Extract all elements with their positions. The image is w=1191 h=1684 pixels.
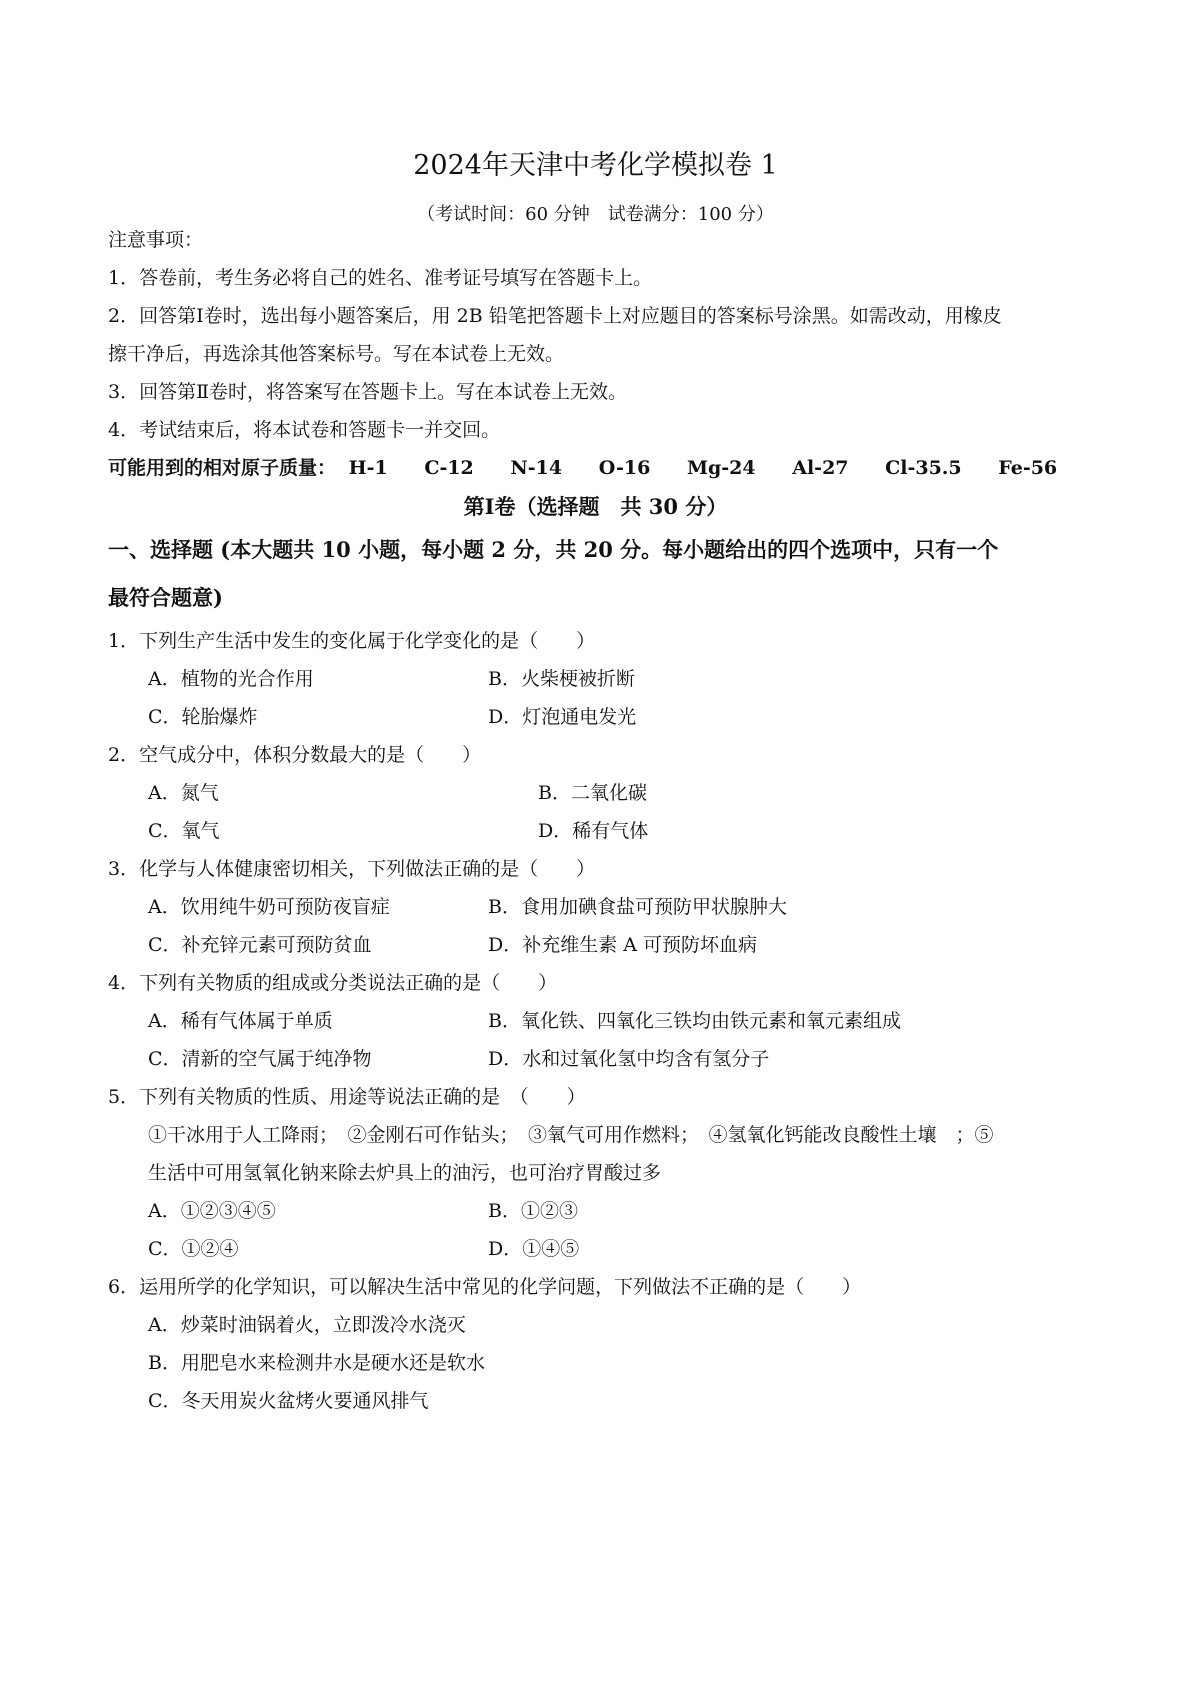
atomic-mass-cl: Cl-35.5 bbox=[885, 457, 962, 479]
question-1-option-a: A．植物的光合作用 bbox=[148, 668, 314, 690]
page-title: 2024年天津中考化学模拟卷 1 bbox=[413, 150, 778, 181]
part-1-title-line-1: 一、选择题 (本大题共 10 小题，每小题 2 分，共 20 分。每小题给出的四个选项中，只有一个 bbox=[108, 537, 999, 562]
question-5-info-line-2: 生活中可用氢氧化钠来除去炉具上的油污，也可治疗胃酸过多 bbox=[148, 1162, 662, 1184]
atomic-mass-fe: Fe-56 bbox=[998, 457, 1058, 479]
question-4-option-d: D．水和过氧化氢中均含有氢分子 bbox=[488, 1048, 770, 1070]
section-title: 第Ⅰ卷（选择题 共 30 分） bbox=[463, 494, 728, 519]
question-3-option-d: D．补充维生素 A 可预防坏血病 bbox=[488, 934, 758, 956]
question-3-option-c: C．补充锌元素可预防贫血 bbox=[148, 934, 372, 956]
question-1-option-d: D．灯泡通电发光 bbox=[488, 706, 637, 728]
question-5-option-b: B．①②③ bbox=[488, 1200, 578, 1222]
question-4-stem: 4．下列有关物质的组成或分类说法正确的是（ ） bbox=[108, 972, 558, 994]
atomic-mass-line bbox=[108, 454, 1087, 482]
atomic-mass-al: Al-27 bbox=[792, 457, 849, 479]
question-3-stem: 3．化学与人体健康密切相关，下列做法正确的是（ ） bbox=[108, 858, 596, 880]
question-2-option-b: B．二氧化碳 bbox=[538, 782, 647, 804]
notice-item-1: 1．答卷前，考生务必将自己的姓名、准考证号填写在答题卡上。 bbox=[108, 267, 653, 289]
question-6-stem: 6．运用所学的化学知识，可以解决生活中常见的化学问题，下列做法不正确的是（ ） bbox=[108, 1276, 862, 1298]
question-5-info-line-1: ①干冰用于人工降雨； ②金刚石可作钻头； ③氧气可用作燃料； ④氢氧化钙能改良酸性土壤 ；⑤ bbox=[148, 1124, 994, 1146]
question-3-option-b: B．食用加碘食盐可预防甲状腺肿大 bbox=[488, 896, 787, 918]
question-6-option-a: A．炒菜时油锅着火，立即泼冷水浇灭 bbox=[148, 1314, 466, 1336]
question-2-stem: 2．空气成分中，体积分数最大的是（ ） bbox=[108, 744, 482, 766]
notice-item-3: 3．回答第Ⅱ卷时，将答案写在答题卡上。写在本试卷上无效。 bbox=[108, 381, 628, 403]
question-6-option-c: C．冬天用炭火盆烤火要通风排气 bbox=[148, 1390, 429, 1412]
question-5-stem: 5．下列有关物质的性质、用途等说法正确的是 （ ） bbox=[108, 1086, 586, 1108]
question-5-option-c: C．①②④ bbox=[148, 1238, 239, 1260]
question-4-option-b: B．氧化铁、四氧化三铁均由铁元素和氧元素组成 bbox=[488, 1010, 901, 1032]
atomic-mass-label: 可能用到的相对原子质量： bbox=[108, 457, 337, 479]
question-2-option-a: A．氮气 bbox=[148, 782, 219, 804]
question-4-option-a: A．稀有气体属于单质 bbox=[148, 1010, 333, 1032]
question-4-option-c: C．清新的空气属于纯净物 bbox=[148, 1048, 372, 1070]
question-6-option-b: B．用肥皂水来检测井水是硬水还是软水 bbox=[148, 1352, 485, 1374]
notice-item-2-line-1: 2．回答第Ⅰ卷时，选出每小题答案后，用 2B 铅笔把答题卡上对应题目的答案标号涂黑。如需改动，用橡皮 bbox=[108, 305, 1002, 327]
question-1-option-b: B．火柴梗被折断 bbox=[488, 668, 635, 690]
question-5-option-a: A．①②③④⑤ bbox=[148, 1200, 276, 1222]
question-1-option-c: C．轮胎爆炸 bbox=[148, 706, 258, 728]
part-1-title-line-2: 最符合题意) bbox=[108, 585, 223, 610]
notice-item-2-line-2: 擦干净后，再选涂其他答案标号。写在本试卷上无效。 bbox=[108, 343, 565, 365]
atomic-mass-mg: Mg-24 bbox=[686, 457, 756, 479]
question-1-stem: 1．下列生产生活中发生的变化属于化学变化的是（ ） bbox=[108, 630, 596, 652]
atomic-mass-n: N-14 bbox=[510, 457, 563, 479]
question-5-option-d: D．①④⑤ bbox=[488, 1238, 580, 1260]
question-3-option-a: A．饮用纯牛奶可预防夜盲症 bbox=[148, 896, 390, 918]
atomic-mass-o: O-16 bbox=[598, 457, 651, 479]
atomic-mass-h: H-1 bbox=[348, 457, 388, 479]
page-subtitle: （考试时间：60 分钟 试卷满分：100 分） bbox=[417, 204, 774, 225]
question-2-option-c: C．氧气 bbox=[148, 820, 220, 842]
question-2-option-d: D．稀有气体 bbox=[538, 820, 649, 842]
atomic-mass-c: C-12 bbox=[424, 457, 474, 479]
notice-item-4: 4．考试结束后，将本试卷和答题卡一并交回。 bbox=[108, 419, 501, 441]
notice-heading: 注意事项： bbox=[108, 229, 204, 251]
